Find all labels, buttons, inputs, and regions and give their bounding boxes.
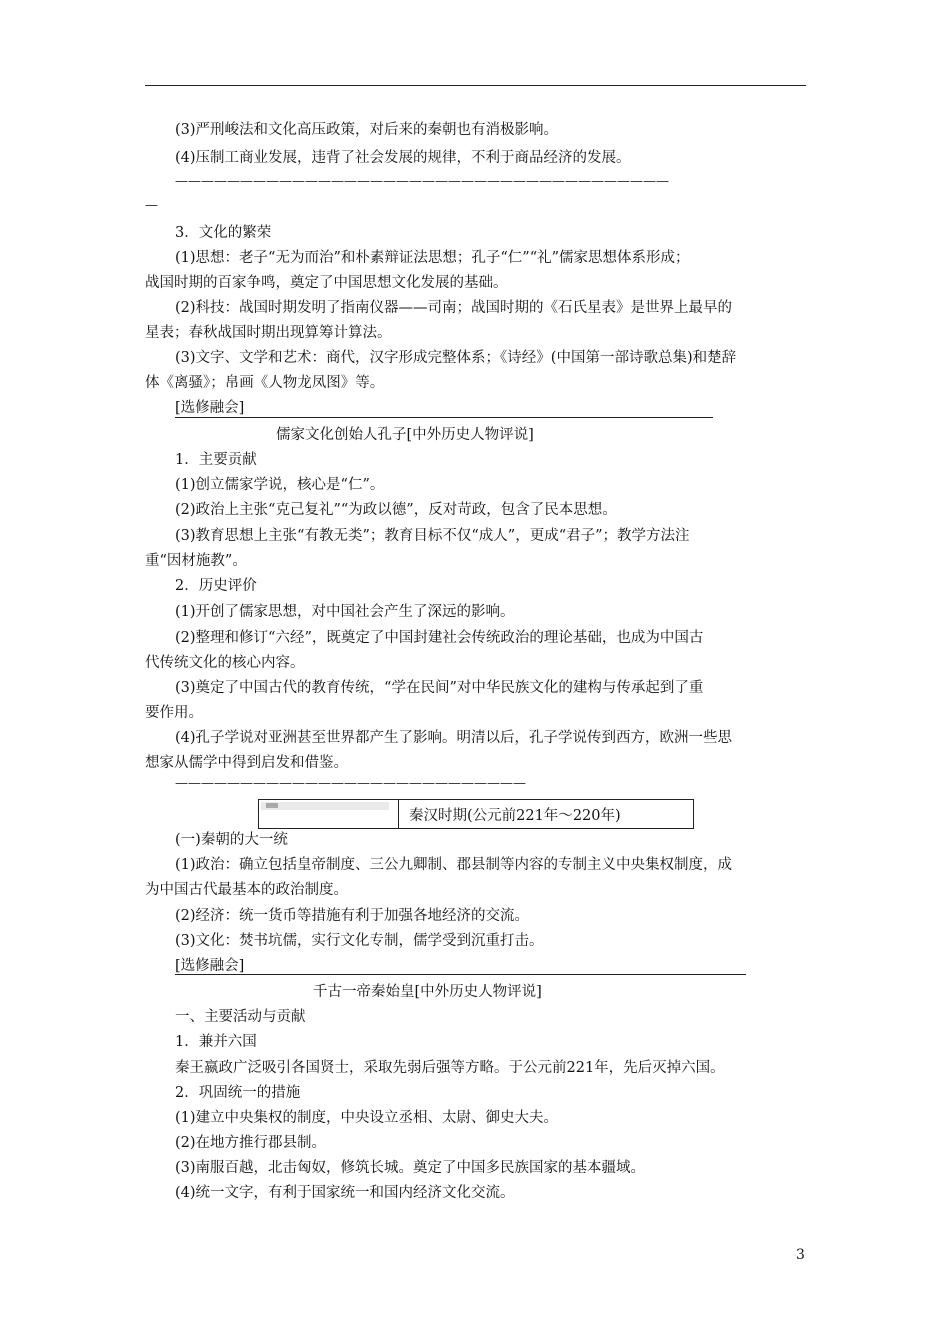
section-heading: 3．文化的繁荣: [175, 225, 272, 241]
dash-separator: ——————————————————————————————————————: [175, 174, 669, 189]
paragraph: (2)政治上主张“克己复礼”“为政以德”，反对苛政，包含了民本思想。: [175, 502, 617, 518]
dash-separator: —: [145, 198, 158, 213]
paragraph: 要作用。: [145, 705, 203, 721]
paragraph: (2)经济：统一货币等措施有利于加强各地经济的交流。: [175, 908, 530, 924]
box-title: 儒家文化创始人孔子[中外历史人物评说]: [276, 427, 534, 443]
paragraph: (3)文字、文学和艺术：商代，汉字形成完整体系；《诗经》(中国第一部诗歌总集)和楚辞: [175, 350, 737, 366]
paragraph: 为中国古代最基本的政治制度。: [145, 882, 348, 898]
paragraph: (1)开创了儒家思想，对中国社会产生了深远的影响。: [175, 604, 515, 620]
paragraph: (1)政治：确立包括皇帝制度、三公九卿制、郡县制等内容的专制主义中央集权制度，成: [175, 857, 733, 873]
elective-label: [选修融会]: [175, 400, 245, 416]
section-heading: (一)秦朝的大一统: [175, 832, 288, 848]
period-banner-left: [259, 800, 399, 828]
paragraph: (1)创立儒家学说，核心是“仁”。: [175, 477, 385, 493]
paragraph: 星表；春秋战国时期出现算筹计算法。: [145, 325, 392, 341]
paragraph: (3)严刑峻法和文化高压政策，对后来的秦朝也有消极影响。: [175, 122, 559, 138]
section-heading: 2．巩固统一的措施: [175, 1085, 301, 1101]
period-banner: [258, 799, 694, 829]
paragraph: (3)南服百越，北击匈奴，修筑长城。奠定了中国多民族国家的基本疆域。: [175, 1160, 646, 1176]
label-rule: [175, 417, 713, 418]
paragraph: (3)文化：焚书坑儒，实行文化专制，儒学受到沉重打击。: [175, 933, 544, 949]
paragraph: (3)奠定了中国古代的教育传统，“学在民间”对中华民族文化的建构与传承起到了重: [175, 680, 704, 696]
dash-separator: ———————————————————————————: [175, 776, 526, 791]
paragraph: 代传统文化的核心内容。: [145, 655, 305, 671]
paragraph: (2)整理和修订“六经”，既奠定了中国封建社会传统政治的理论基础，也成为中国古: [175, 630, 704, 646]
period-title: 秦汉时期(公元前221年～220年): [409, 808, 621, 824]
paragraph: 重“因材施教”。: [145, 553, 247, 569]
header-rule: [145, 85, 806, 86]
paragraph: (3)教育思想上主张“有教无类”；教育目标不仅“成人”，更成“君子”；教学方法注: [175, 528, 690, 544]
paragraph: (1)思想：老子“无为而治”和朴素辩证法思想；孔子“仁”“礼”儒家思想体系形成；: [175, 250, 690, 266]
section-heading: 1．兼并六国: [175, 1034, 257, 1050]
page-number: 3: [796, 1247, 805, 1263]
paragraph: 想家从儒学中得到启发和借鉴。: [145, 755, 348, 771]
section-heading: 一、主要活动与贡献: [175, 1009, 306, 1025]
paragraph: (2)科技：战国时期发明了指南仪器——司南；战国时期的《石氏星表》是世界上最早的: [175, 300, 733, 316]
paragraph: 体《离骚》；帛画《人物龙凤图》等。: [145, 375, 385, 391]
paragraph: 战国时期的百家争鸣，奠定了中国思想文化发展的基础。: [145, 275, 508, 291]
section-heading: 2．历史评价: [175, 578, 257, 594]
paragraph: (1)建立中央集权的制度，中央设立丞相、太尉、御史大夫。: [175, 1110, 559, 1126]
label-rule: [175, 974, 746, 975]
elective-label: [选修融会]: [175, 958, 245, 974]
banner-image-icon: [261, 802, 389, 810]
section-heading: 1．主要贡献: [175, 452, 257, 468]
paragraph: (2)在地方推行郡县制。: [175, 1135, 327, 1151]
paragraph: (4)压制工商业发展，违背了社会发展的规律，不利于商品经济的发展。: [175, 150, 631, 166]
paragraph: (4)统一文字，有利于国家统一和国内经济文化交流。: [175, 1185, 515, 1201]
paragraph: (4)孔子学说对亚洲甚至世界都产生了影响。明清以后，孔子学说传到西方，欧洲一些思: [175, 730, 733, 746]
box-title: 千古一帝秦始皇[中外历史人物评说]: [313, 984, 542, 1000]
paragraph: 秦王嬴政广泛吸引各国贤士，采取先弱后强等方略。于公元前221年，先后灭掉六国。: [175, 1060, 725, 1076]
